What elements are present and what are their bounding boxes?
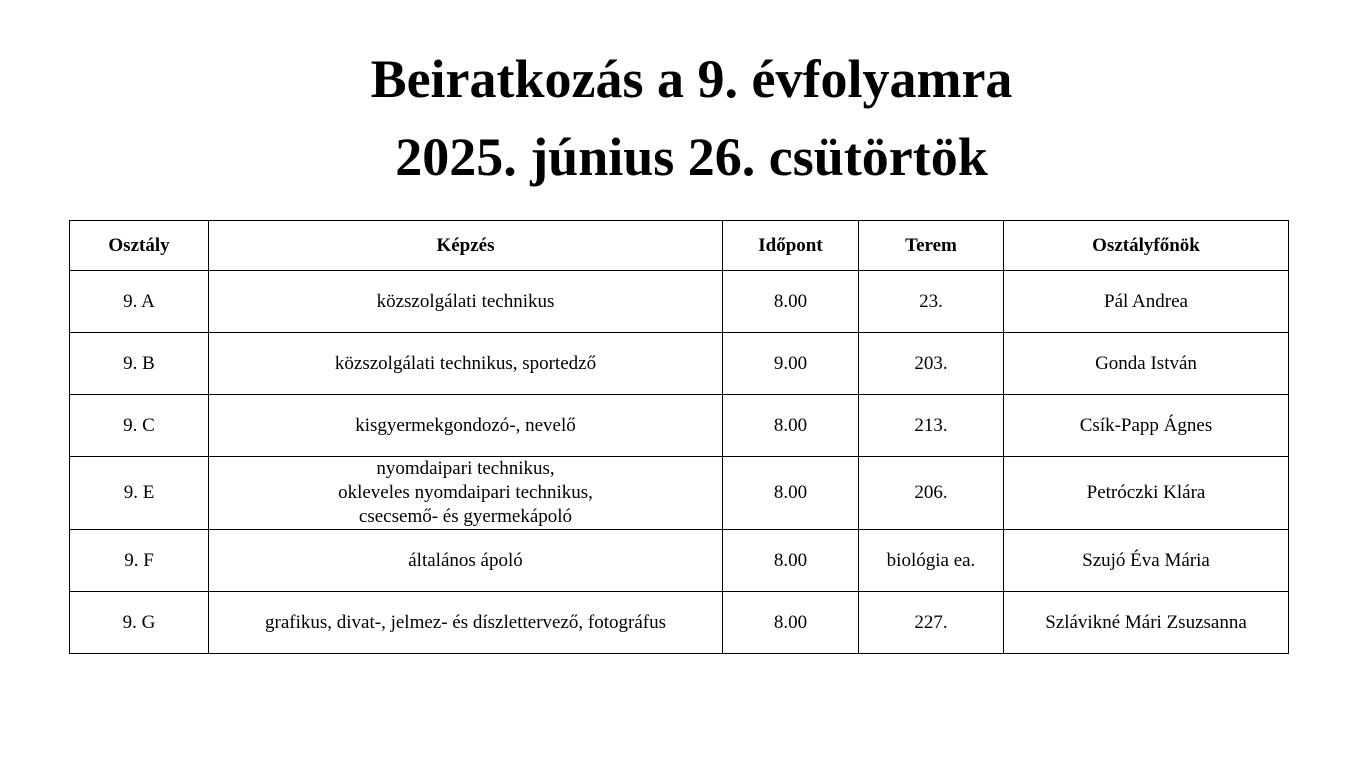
table-row bbox=[70, 592, 1289, 654]
cell-training: közszolgálati technikus, sportedző bbox=[209, 333, 723, 395]
table-row bbox=[70, 530, 1289, 592]
header-teacher: Osztályfőnök bbox=[1004, 221, 1289, 271]
cell-class: 9. B bbox=[70, 333, 209, 395]
page-title bbox=[0, 40, 1357, 196]
cell-time: 8.00 bbox=[723, 530, 859, 592]
table-row bbox=[70, 333, 1289, 395]
cell-teacher: Petróczki Klára bbox=[1004, 457, 1289, 530]
cell-room: 206. bbox=[859, 457, 1004, 530]
cell-training: kisgyermekgondozó-, nevelő bbox=[209, 395, 723, 457]
cell-class: 9. A bbox=[70, 271, 209, 333]
enrollment-table bbox=[69, 220, 1289, 654]
header-time: Időpont bbox=[723, 221, 859, 271]
cell-room: 23. bbox=[859, 271, 1004, 333]
cell-room: biológia ea. bbox=[859, 530, 1004, 592]
cell-time: 8.00 bbox=[723, 457, 859, 530]
cell-class: 9. C bbox=[70, 395, 209, 457]
title-line-2: 2025. június 26. csütörtök bbox=[395, 127, 988, 187]
cell-teacher: Gonda István bbox=[1004, 333, 1289, 395]
cell-room: 203. bbox=[859, 333, 1004, 395]
cell-training: grafikus, divat-, jelmez- és díszlettervező, fotográfus bbox=[209, 592, 723, 654]
cell-time: 8.00 bbox=[723, 271, 859, 333]
cell-teacher: Szujó Éva Mária bbox=[1004, 530, 1289, 592]
header-training: Képzés bbox=[209, 221, 723, 271]
header-class: Osztály bbox=[70, 221, 209, 271]
cell-class: 9. G bbox=[70, 592, 209, 654]
cell-teacher: Szlávikné Mári Zsuzsanna bbox=[1004, 592, 1289, 654]
table-row bbox=[70, 271, 1289, 333]
title-line-1: Beiratkozás a 9. évfolyamra bbox=[370, 49, 1013, 109]
cell-time: 9.00 bbox=[723, 333, 859, 395]
table-row bbox=[70, 395, 1289, 457]
cell-teacher: Csík-Papp Ágnes bbox=[1004, 395, 1289, 457]
header-room: Terem bbox=[859, 221, 1004, 271]
cell-time: 8.00 bbox=[723, 395, 859, 457]
cell-class: 9. E bbox=[70, 457, 209, 530]
table-row bbox=[70, 457, 1289, 530]
cell-training: közszolgálati technikus bbox=[209, 271, 723, 333]
cell-room: 227. bbox=[859, 592, 1004, 654]
cell-time: 8.00 bbox=[723, 592, 859, 654]
cell-teacher: Pál Andrea bbox=[1004, 271, 1289, 333]
cell-class: 9. F bbox=[70, 530, 209, 592]
table-header-row bbox=[70, 221, 1289, 271]
cell-training: nyomdaipari technikus, okleveles nyomdaipari technikus, csecsemő- és gyermekápoló bbox=[209, 457, 723, 530]
cell-training: általános ápoló bbox=[209, 530, 723, 592]
cell-room: 213. bbox=[859, 395, 1004, 457]
